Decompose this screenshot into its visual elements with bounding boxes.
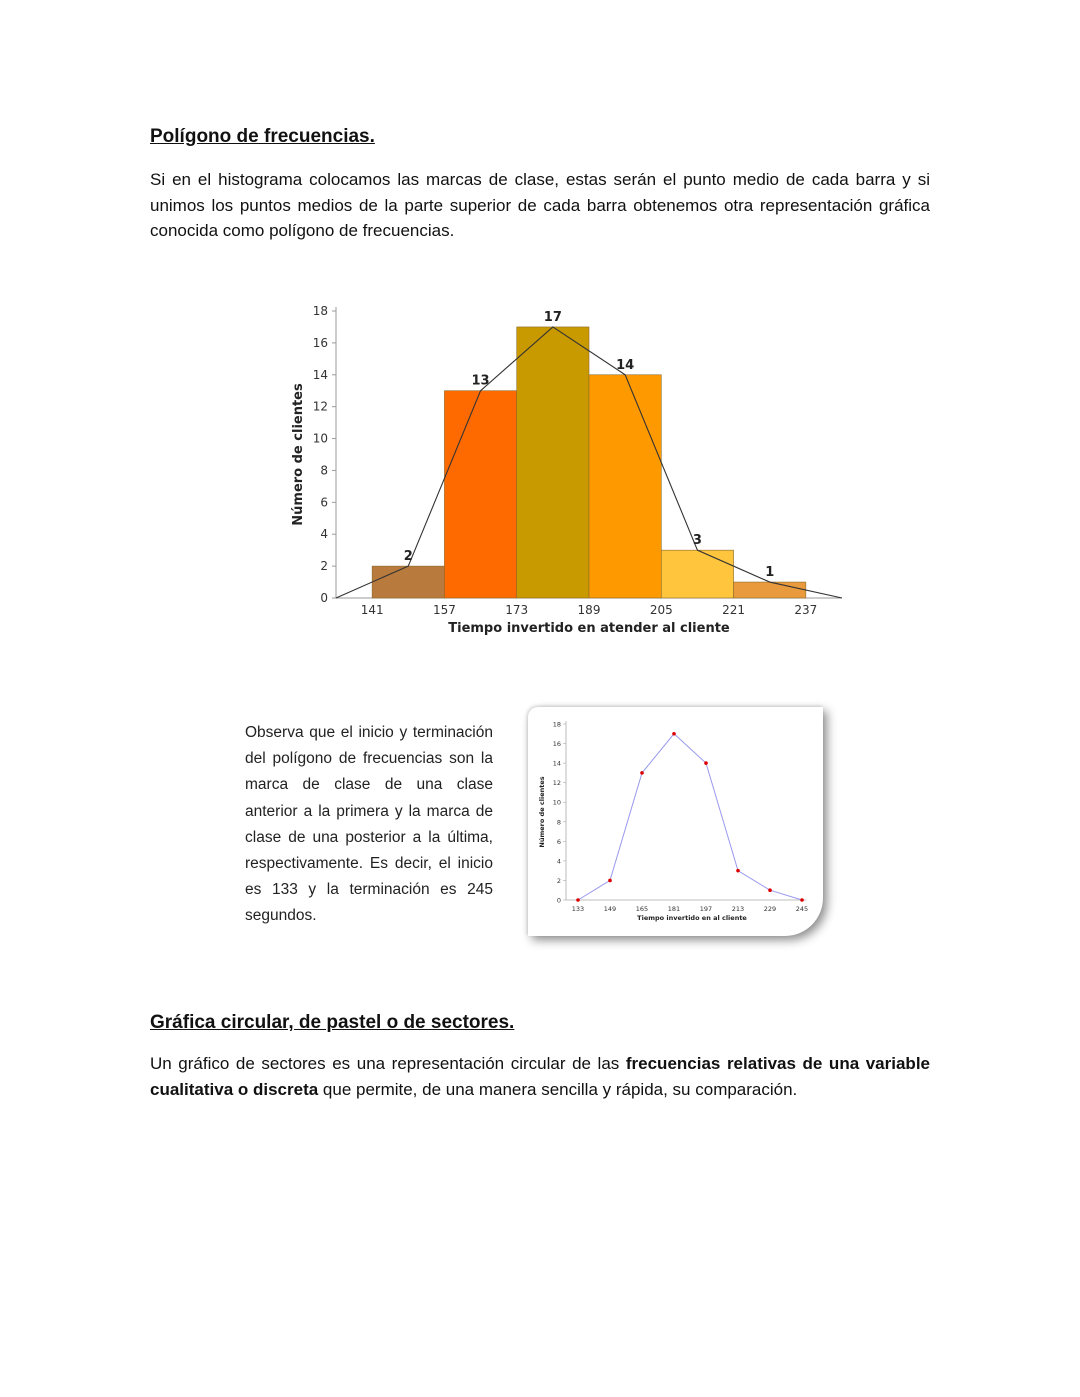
histogram-bar <box>372 566 444 598</box>
bar-data-label: 17 <box>543 309 562 325</box>
intro-paragraph: Si en el histograma colocamos las marcas de clase, estas serán el punto medio de cada barra y si unimos los puntos medios de la parte superior de cada barra obtenemos otra representación gráfica conocida como polígono de frecuencias. <box>150 170 930 240</box>
small-polygon-point <box>736 869 740 873</box>
small-y-tick-label: 18 <box>552 720 561 729</box>
bar-data-label: 2 <box>403 549 413 565</box>
small-x-tick-label: 213 <box>731 905 745 913</box>
small-polygon-point <box>608 879 612 883</box>
pie-chart-paragraph <box>150 1051 930 1102</box>
y-tick-label: 18 <box>312 304 328 318</box>
small-polygon-point <box>576 898 580 902</box>
pie-para-bold: frecuencias relativas de una variable cualitativa o discreta <box>150 1054 930 1099</box>
small-polygon-point <box>704 761 708 765</box>
y-tick-label: 2 <box>320 559 328 574</box>
small-y-tick-label: 14 <box>552 759 561 768</box>
y-axis-title: Número de clientes <box>291 383 306 526</box>
small-polygon-point <box>640 771 644 775</box>
small-y-tick-label: 10 <box>552 798 561 807</box>
pie-para-part2: que permite, de una manera sencilla y rápida, su comparación. <box>318 1079 798 1099</box>
small-x-tick-label: 245 <box>795 905 809 913</box>
small-y-tick-label: 6 <box>556 837 561 846</box>
small-polygon-point <box>768 888 772 892</box>
pie-para-part1: Un gráfico de sectores es una representación circular de las <box>150 1054 626 1073</box>
small-x-tick-label: 197 <box>699 905 713 913</box>
small-x-tick-label: 133 <box>571 905 585 913</box>
small-y-axis-title: Número de clientes <box>538 776 546 848</box>
small-x-tick-label: 229 <box>763 905 777 913</box>
x-tick-label: 157 <box>432 603 456 617</box>
polygon-chart <box>528 707 823 936</box>
x-tick-label: 173 <box>505 603 529 617</box>
small-y-tick-label: 16 <box>552 740 561 749</box>
x-tick-label: 205 <box>649 603 673 617</box>
histogram-bar <box>661 550 733 598</box>
histogram-bar <box>517 327 589 598</box>
small-x-tick-label: 181 <box>667 905 681 913</box>
small-x-tick-label: 165 <box>635 905 649 913</box>
small-x-tick-label: 149 <box>603 905 617 913</box>
y-tick-label: 14 <box>312 367 328 382</box>
small-y-tick-label: 2 <box>556 876 561 885</box>
y-tick-label: 0 <box>320 591 328 605</box>
small-x-axis-title: Tiempo invertido en al cliente <box>637 914 747 922</box>
histogram-chart <box>280 290 860 650</box>
y-tick-label: 10 <box>312 431 328 446</box>
observation-paragraph: Observa que el inicio y terminación del polígono de frecuencias son la marca de clase de una clase anterior a la primera y la marca de clase de una posterior a la última, respectivamente. Es decir, el inicio es 133 y la terminación es 245 segundos. <box>245 724 493 925</box>
y-tick-label: 16 <box>312 335 328 350</box>
section-title-poligono: Polígono de frecuencias. <box>150 126 375 147</box>
x-tick-label: 189 <box>577 603 601 617</box>
bar-data-label: 14 <box>616 357 635 373</box>
section-title-grafica-circular: Gráfica circular, de pastel o de sectores. <box>150 1012 515 1033</box>
y-tick-label: 6 <box>320 495 328 510</box>
bar-data-label: 1 <box>765 565 775 581</box>
small-y-tick-label: 4 <box>556 857 561 866</box>
x-tick-label: 141 <box>360 603 384 617</box>
small-polygon-point <box>800 898 804 902</box>
small-y-tick-label: 0 <box>556 896 561 905</box>
y-tick-label: 4 <box>320 527 328 542</box>
small-polygon-line <box>578 734 802 900</box>
x-axis-title: Tiempo invertido en atender al cliente <box>448 621 730 636</box>
histogram-bar <box>444 391 516 598</box>
y-tick-label: 8 <box>320 463 328 478</box>
small-polygon-point <box>672 732 676 736</box>
small-y-tick-label: 12 <box>552 779 561 788</box>
histogram-bar <box>589 375 661 598</box>
x-tick-label: 237 <box>794 603 818 617</box>
x-tick-label: 221 <box>722 603 746 617</box>
bar-data-label: 13 <box>471 373 490 389</box>
histogram-bar <box>734 582 806 598</box>
small-y-tick-label: 8 <box>556 818 561 827</box>
polygon-chart-frame <box>528 707 823 936</box>
y-tick-label: 12 <box>312 399 328 414</box>
bar-data-label: 3 <box>692 533 702 549</box>
